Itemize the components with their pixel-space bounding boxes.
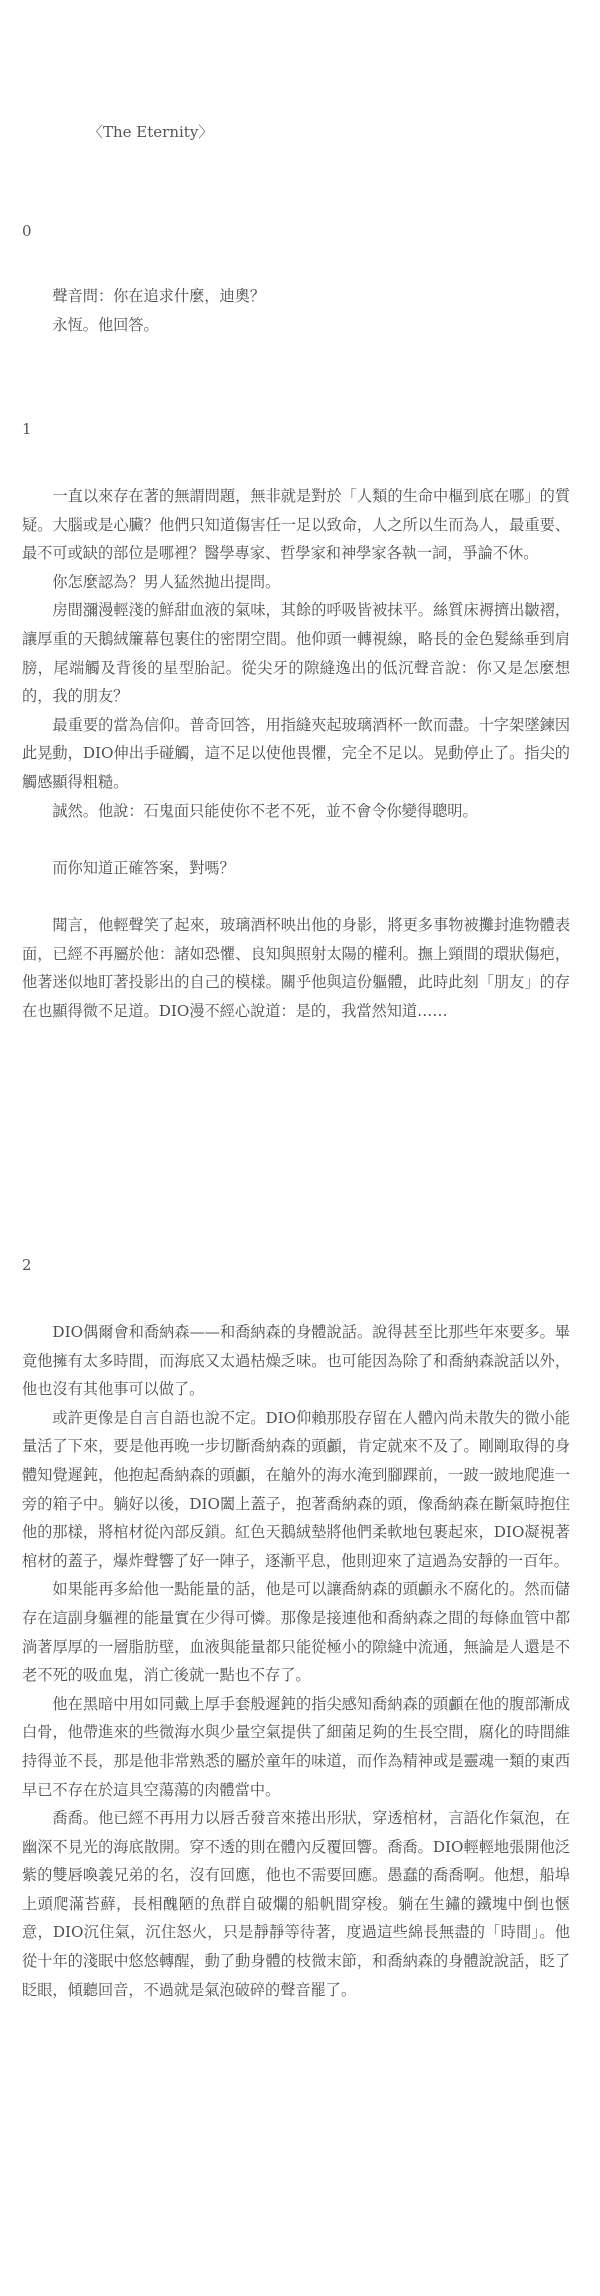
paragraph: 一直以來存在著的無謂問題，無非就是對於「人類的生命中樞到底在哪」的質疑。大腦或是心臟？他們只知道傷害任一足以致命，人之所以生而為人，最重要、最不可或缺的部位是哪裡？醫學專家、哲學家和神學家各執一詞，爭論不休。 xyxy=(22,487,570,563)
section-1-body xyxy=(22,482,570,1025)
section-number-0: 0 xyxy=(22,222,32,240)
paragraph: 而你知道正確答案，對嗎？ xyxy=(52,858,235,877)
paragraph: 最重要的當為信仰。普奇回答，用指縫夾起玻璃酒杯一飲而盡。十字架墜鍊因此晃動，DIO伸出手碰觸，這不足以使他畏懼，完全不足以。晃動停止了。指尖的觸感顯得粗糙。 xyxy=(22,715,570,791)
paragraph: 你怎麼認為？男人猛然拋出提問。 xyxy=(52,572,281,591)
paragraph-spacer xyxy=(22,882,570,911)
section-0-body xyxy=(22,282,570,339)
paragraph: 他在黑暗中用如同戴上厚手套般遲鈍的指尖感知喬納森的頭顱在他的腹部漸成白骨，他帶進來的些微海水與少量空氣提供了細菌足夠的生長空間，腐化的時間維持得並不長，那是他非常熟悉的屬於童年的味道，而作為精神或是靈魂一類的東西早已不存在於這具空蕩蕩的肉體當中。 xyxy=(22,1694,570,1799)
paragraph-spacer xyxy=(22,825,570,854)
paragraph: 聞言，他輕聲笑了起來，玻璃酒杯映出他的身影，將更多事物被攤封進物體表面，已經不再屬於他：諸如恐懼、良知與照射太陽的權利。撫上頸間的環狀傷疤，他著迷似地盯著投影出的自己的模樣。關乎他與這份軀體，此時此刻「朋友」的存在也顯得微不足道。DIO漫不經心說道：是的，我當然知道…… xyxy=(22,915,570,1020)
paragraph: 或許更像是自言自語也說不定。DIO仰賴那股存留在人體內尚未散失的微小能量活了下來，要是他再晚一步切斷喬納森的頭顱，肯定就來不及了。剛剛取得的身體知覺遲鈍，他抱起喬納森的頭顱，在艙外的海水淹到腳踝前，一跛一跛地爬進一旁的箱子中。躺好以後，DIO闔上蓋子，抱著喬納森的頭，像喬納森在斷氣時抱住他的那樣，將棺材從內部反鎖。紅色天鵝絨墊將他們柔軟地包裹起來，DIO凝視著棺材的蓋子，爆炸聲響了好一陣子，逐漸平息，他則迎來了這過為安靜的一百年。 xyxy=(22,1408,570,1570)
paragraph: 永恆。他回答。 xyxy=(52,315,159,334)
paragraph: 如果能再多給他一點能量的話，他是可以讓喬納森的頭顱永不腐化的。然而儲存在這副身軀裡的能量實在少得可憐。那像是接連他和喬納森之間的每條血管中都淌著厚厚的一層脂肪壁，血液與能量都只能從極小的隙縫中流通，無論是人還是不老不死的吸血鬼，消亡後就一點也不存了。 xyxy=(22,1580,570,1685)
paragraph: 房間瀰漫輕淺的鮮甜血液的氣味，其餘的呼吸皆被抹平。絲質床褥擠出皺褶，讓厚重的天鵝絨簾幕包裹住的密閉空間。他仰頭一轉視線，略長的金色髮絲垂到肩膀，尾端觸及背後的星型胎記。從尖牙的隙縫逸出的低沉聲音說：你又是怎麼想的，我的朋友？ xyxy=(22,601,570,706)
story-title: 〈The Eternity〉 xyxy=(88,123,214,141)
paragraph: DIO偶爾會和喬納森——和喬納森的身體說話。說得甚至比那些年來要多。畢竟他擁有太多時間，而海底又太過枯燥乏味。也可能因為除了和喬納森說話以外，他也沒有其他事可以做了。 xyxy=(22,1323,570,1399)
paragraph: 誠然。他說：石鬼面只能使你不老不死，並不會令你變得聰明。 xyxy=(52,801,478,820)
section-2-body xyxy=(22,1318,570,2004)
paragraph: 喬喬。他已經不再用力以唇舌發音來捲出形狀，穿透棺材，言語化作氣泡，在幽深不見光的海底散開。穿不透的則在體內反覆回響。喬喬。DIO輕輕地張開他泛紫的雙唇喚義兄弟的名，沒有回應，他也不需要回應。愚蠢的喬喬啊。他想，船埠上頭爬滿苔蘚，長相醜陋的魚群自破爛的船帆間穿梭。躺在生鏽的鐵塊中倒也愜意，DIO沉住氣，沉住怒火，只是靜靜等待著，度過這些綿長無盡的「時間」。他從十年的淺眠中悠悠轉醒，動了動身體的枝微末節，和喬納森的身體說說話，眨了眨眼，傾聽回音，不過就是氣泡破碎的聲音罷了。 xyxy=(22,1809,570,1999)
section-number-1: 1 xyxy=(22,420,32,438)
section-number-2: 2 xyxy=(22,1256,32,1274)
paragraph: 聲音問：你在追求什麼，迪奧？ xyxy=(52,287,266,305)
